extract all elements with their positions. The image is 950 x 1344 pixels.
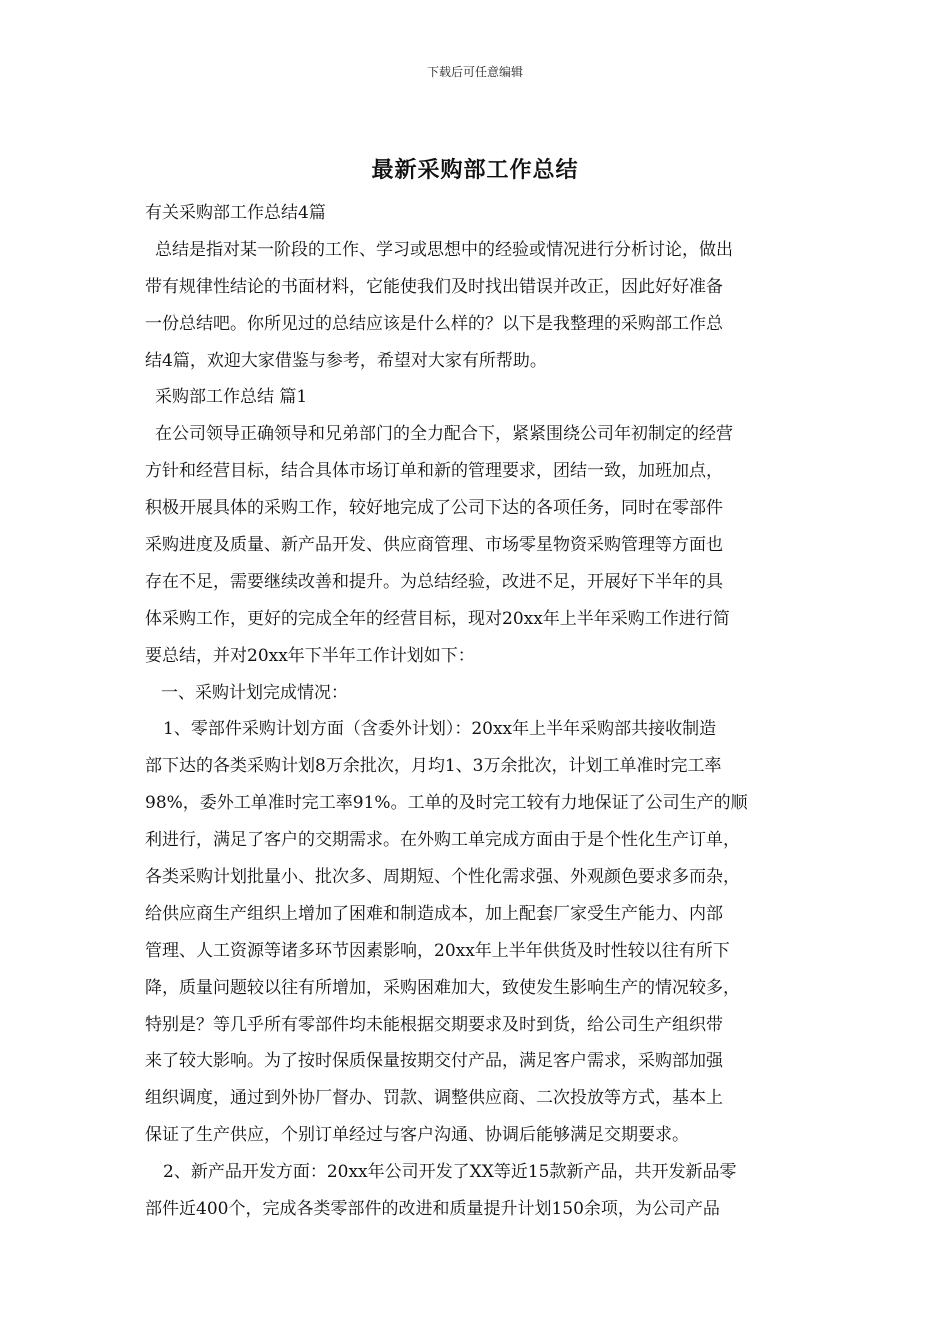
text-line: 要总结，并对20xx年下半年工作计划如下： [145, 645, 475, 666]
text-line: 带有规律性结论的书面材料，它能使我们及时找出错误并改正，因此好好准备 [145, 276, 723, 297]
text-line: 98%，委外工单准时完工率91%。工单的及时完工较有力地保证了公司生产的顺 [145, 793, 748, 814]
text-line: 存在不足，需要继续改善和提升。为总结经验，改进不足，开展好下半年的具 [145, 571, 723, 592]
text-line: 积极开展具体的采购工作，较好地完成了公司下达的各项任务，同时在零部件 [145, 498, 723, 519]
text-line: 部下达的各类采购计划8万余批次，月均1、3万余批次，计划工单准时完工率 [145, 756, 722, 777]
text-line: 管理、人工资源等诸多环节因素影响，20xx年上半年供货及时性较以往有所下 [145, 940, 730, 961]
text-line: 一、采购计划完成情况： [161, 682, 348, 703]
text-line: 体采购工作，更好的完成全年的经营目标，现对20xx年上半年采购工作进行简 [145, 608, 730, 629]
text-line: 组织调度，通过到外协厂督办、罚款、调整供应商、二次投放等方式，基本上 [145, 1088, 723, 1109]
text-line: 降，质量问题较以往有所增加，采购困难加大，致使发生影响生产的情况较多， [145, 977, 740, 998]
text-line: 采购进度及质量、新产品开发、供应商管理、市场零星物资采购管理等方面也 [145, 535, 723, 556]
text-line: 总结是指对某一阶段的工作、学习或思想中的经验或情况进行分析讨论，做出 [155, 239, 733, 260]
text-line: 部件近400个，完成各类零部件的改进和质量提升计划150余项，为公司产品 [145, 1199, 720, 1220]
text-line: 特别是？等几乎所有零部件均未能根据交期要求及时到货，给公司生产组织带 [145, 1014, 723, 1035]
text-line: 2、新产品开发方面：20xx年公司开发了XX等近15款新产品，共开发新品零 [163, 1162, 737, 1183]
text-line: 保证了生产供应，个别订单经过与客户沟通、协调后能够满足交期要求。 [145, 1125, 689, 1146]
document-body [145, 195, 813, 1228]
text-line: 一份总结吧。你所见过的总结应该是什么样的？以下是我整理的采购部工作总 [145, 313, 723, 334]
text-line: 有关采购部工作总结4篇 [145, 203, 326, 223]
text-line: 各类采购计划批量小、批次多、周期短、个性化需求强、外观颜色要求多而杂， [145, 867, 740, 888]
text-line: 在公司领导正确领导和兄弟部门的全力配合下，紧紧围绕公司年初制定的经营 [155, 424, 733, 445]
text-line: 利进行，满足了客户的交期需求。在外购工单完成方面由于是个性化生产订单， [145, 830, 740, 851]
text-line: 结4篇，欢迎大家借鉴与参考，希望对大家有所帮助。 [145, 350, 547, 371]
text-line: 方针和经营目标，结合具体市场订单和新的管理要求，团结一致，加班加点， [145, 461, 723, 482]
text-line: 来了较大影响。为了按时保质保量按期交付产品，满足客户需求，采购部加强 [145, 1051, 723, 1072]
document-title: 最新采购部工作总结 [371, 157, 579, 183]
text-line: 给供应商生产组织上增加了困难和制造成本，加上配套厂家受生产能力、内部 [145, 903, 723, 924]
text-line: 1、零部件采购计划方面（含委外计划）：20xx年上半年采购部共接收制造 [163, 719, 717, 740]
text-line: 采购部工作总结 篇1 [155, 387, 308, 408]
header-note: 下载后可任意编辑 [426, 65, 523, 79]
